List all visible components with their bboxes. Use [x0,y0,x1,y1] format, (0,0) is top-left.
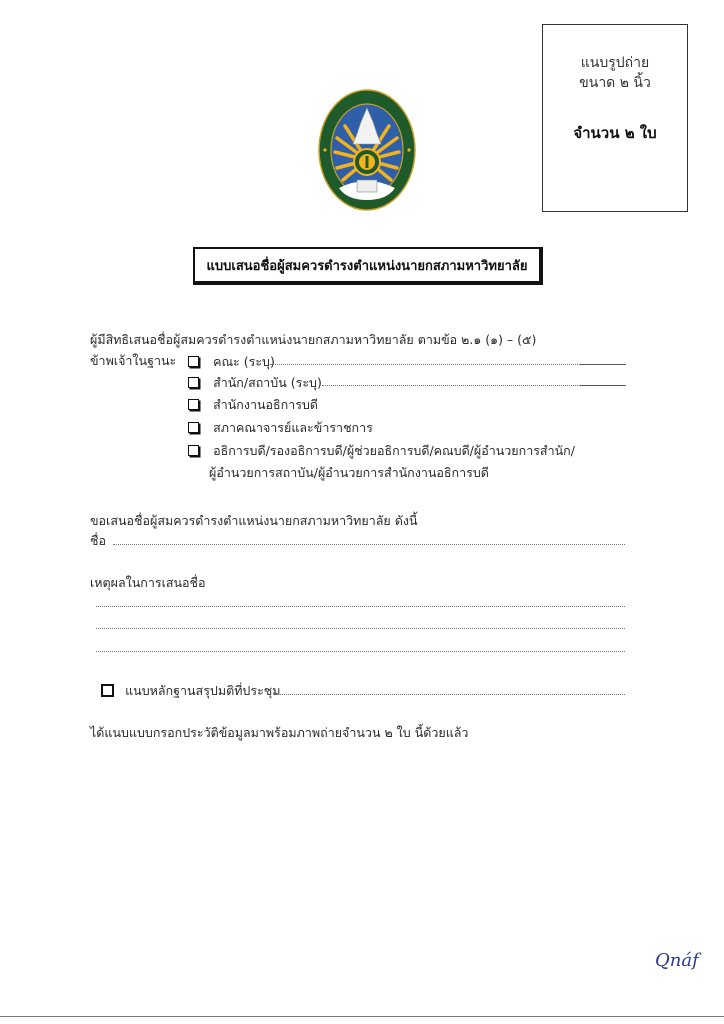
reason-label: เหตุผลในการเสนอชื่อ [90,575,206,590]
option-evidence[interactable] [101,680,281,701]
photo-attachment-box [542,24,688,212]
reason-input-line-2[interactable] [96,628,625,629]
photo-box-line3: จำนวน ๒ ใบ [573,124,657,142]
faculty-checkbox[interactable] [188,356,199,367]
evidence-input-line[interactable] [275,694,625,695]
faculty-input-line[interactable] [270,364,620,365]
executives-label-line2: ผู้อำนวยการสถาบัน/ผู้อำนวยการสำนักงานอธิการบดี [209,465,489,480]
office-institute-checkbox[interactable] [188,377,199,388]
office-institute-input-line[interactable] [322,385,622,386]
status-label: ข้าพเจ้าในฐานะ [90,353,177,368]
option-faculty-senate[interactable] [188,417,373,438]
nominee-name-label: ชื่อ [90,533,106,548]
nominee-name-input-line[interactable] [113,544,625,545]
photo-box-line1: แนบรูปถ่าย [580,55,650,71]
university-seal-icon [317,88,417,212]
reason-input-line-1[interactable] [96,606,625,607]
option-executives[interactable] [188,440,575,461]
office-institute-label: สำนัก/สถาบัน (ระบุ) [213,375,322,390]
option-presidents-office[interactable] [188,394,318,415]
presidents-office-label: สำนักงานอธิการบดี [213,397,319,412]
office-institute-input-line-end [580,385,626,386]
reason-input-line-3[interactable] [96,651,625,652]
form-title-text: แบบเสนอชื่อผู้สมควรดำรงตำแหน่งนายกสภามหาวิทยาลัย [206,258,528,274]
evidence-checkbox[interactable] [101,684,114,697]
executives-checkbox[interactable] [188,445,199,456]
faculty-label: คณะ (ระบุ) [213,354,275,369]
nominee-intro: ขอเสนอชื่อผู้สมควรดำรงตำแหน่งนายกสภามหาวิทยาลัย ดังนี้ [90,513,418,528]
evidence-label: แนบหลักฐานสรุปมติที่ประชุม [125,683,281,698]
form-title [193,247,543,285]
faculty-senate-checkbox[interactable] [188,422,199,433]
university-logo [317,88,417,212]
closing-statement: ได้แนบแบบกรอกประวัติข้อมูลมาพร้อมภาพถ่ายจำนวน ๒ ใบ นี้ด้วยแล้ว [90,725,469,740]
faculty-input-line-end [580,364,626,365]
signature: Qnáf [655,950,699,971]
option-faculty[interactable] [188,351,275,372]
photo-box-line2: ขนาด ๒ นิ้ว [579,75,651,91]
executives-label: อธิการบดี/รองอธิการบดี/ผู้ช่วยอธิการบดี/คณบดี/ผู้อำนวยการสำนัก/ [213,443,575,458]
eligibility-intro: ผู้มีสิทธิเสนอชื่อผู้สมควรดำรงตำแหน่งนายกสภามหาวิทยาลัย ตามข้อ ๒.๑ (๑) – (๕) [90,332,537,347]
faculty-senate-label: สภาคณาจารย์และข้าราชการ [213,420,373,435]
option-office-institute[interactable] [188,372,322,393]
presidents-office-checkbox[interactable] [188,399,199,410]
page-bottom-line [0,1016,724,1017]
